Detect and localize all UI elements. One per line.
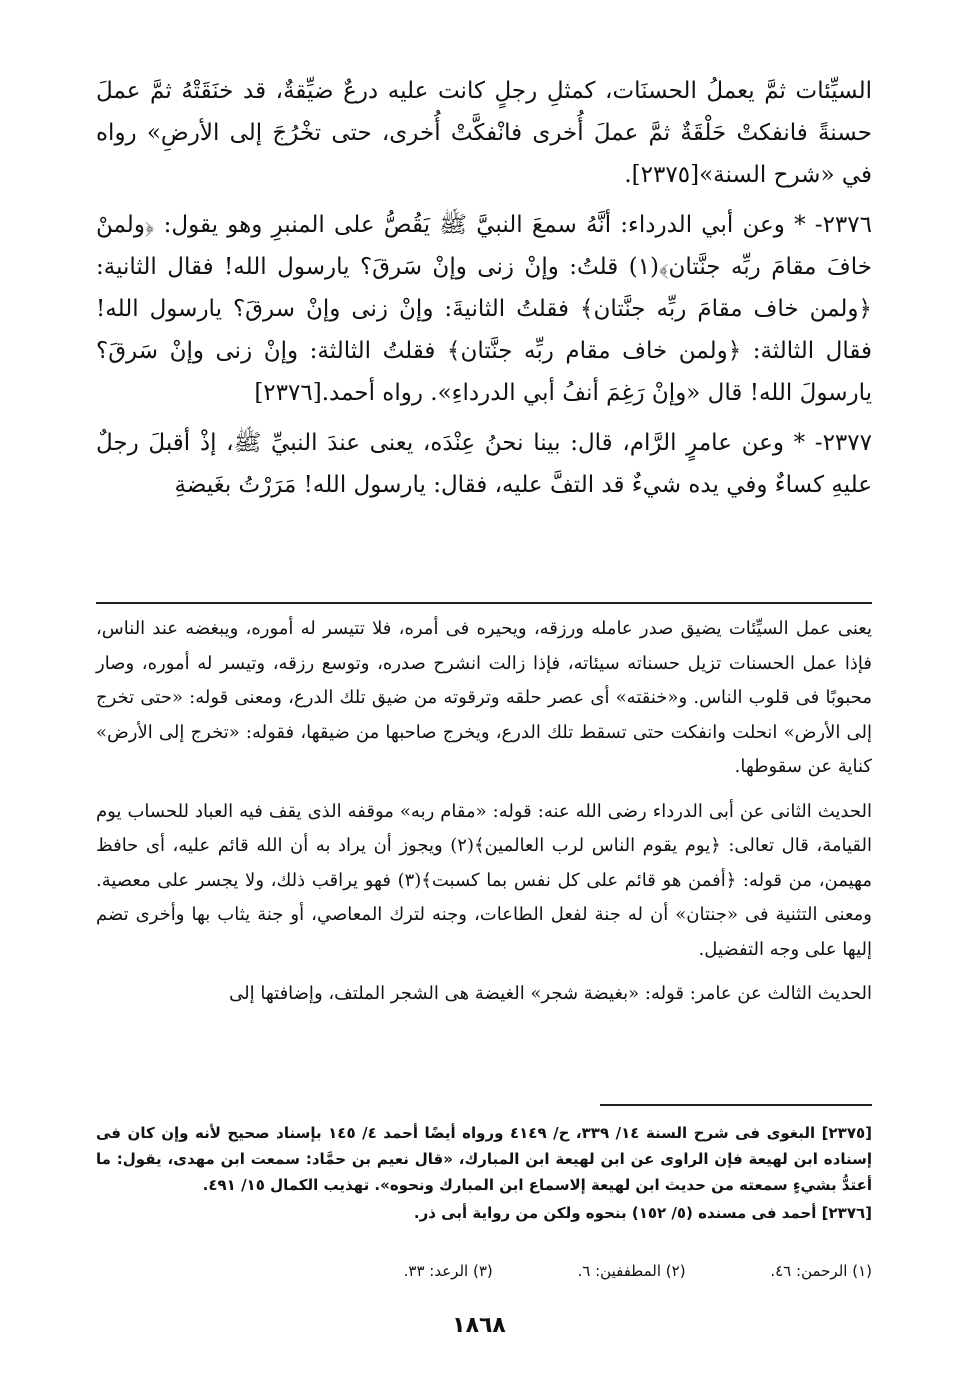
footnote-2376: [٢٣٧٦] أحمد فى مسنده (٥/ ١٥٢) بنحوه ولكن من رواية أبى ذر.	[413, 1204, 872, 1222]
footnote-divider	[600, 1104, 872, 1106]
hadith-2376: ٢٣٧٦- * وعن أبي الدرداء: أنَّهُ سمعَ النبيَّ ﷺ يَقُصُّ على المنبرِ وهو يقول: ﴿ولمنْ خافَ مقامَ ربِّه جنَّتان﴾(١) قلتُ: وإنْ زنى وإنْ سَرقَ؟ يارسول الله! فقال الثانية: ﴿ولمن خاف مقامَ ربِّه جنَّتان﴾ فقلتُ الثانيةَ: وإنْ زنى وإنْ سرقَ؟ يارسول الله! فقال الثالثة: ﴿ولمن خاف مقام ربِّه جنَّتان﴾ فقلتُ الثالثة: وإنْ زنى وإنْ سَرقَ؟ يارسولَ الله! قال «وإنْ رَغِمَ أنفُ أبي الدرداءِ». رواه أحمد.[٢٣٧٦]	[96, 212, 872, 406]
commentary-divider	[96, 602, 872, 604]
commentary	[96, 612, 872, 1022]
commentary-paragraph: يعنى عمل السيِّئات يضيق صدر عامله ورزقه، ويحيره فى أمره، فلا تتيسر له أموره، ويبغضه عند الناس، فإذا عمل الحسنات تزيل حسناته سيئاته، فإذا زالت انشرح صدره، وتوسع رزقه، وتيسر له أموره، وصار محبوبًا فى قلوب الناس. و«خنقته» أى عصر حلقه وترقوته من ضيق تلك الدرع، ومعنى قوله: «حتى تخرج إلى الأرض» انحلت وانفكت حتى تسقط تلك الدرع، ويخرج صاحبها من ضيقها، فقوله: «تخرج إلى الأرض» كناية عن سقوطها.	[96, 618, 872, 777]
hadith-2375-tail: السيِّئات ثمَّ يعملُ الحسنَات، كمثلِ رجلٍ كانت عليه درعٌ ضيِّقةٌ، قد خنَقَتْهُ ثمَّ عملَ حسنةً فانفكتْ حَلْقَةٌ ثمَّ عملَ أُخرى فانْفكَّتْ أُخرى، حتى تخْرُجَ إلى الأرضِ» رواه في «شرح السنة»[٢٣٧٥].	[96, 78, 872, 188]
main-text	[96, 70, 872, 514]
hadith-2377: ٢٣٧٧- * وعن عامرٍ الرَّام، قال: بينا نحنُ عِنْدَه، يعنى عندَ النبيِّ ﷺ، إذْ أقبلَ رجلٌ عليهِ كساءٌ وفي يده شيءٌ قد التفَّ عليه، فقال: يارسول الله! مَرَرْتُ بغَيضةِ	[96, 430, 872, 498]
quran-ref: (٣) الرعد: ٣٣.	[403, 1262, 493, 1280]
quran-ref: (٢) المطففين: ٦.	[577, 1262, 686, 1280]
commentary-paragraph: الحديث الثانى عن أبى الدرداء رضى الله عنه: قوله: «مقام ربه» موقفه الذى يقف فيه العباد للحساب يوم القيامة، قال تعالى: ﴿يوم يقوم الناس لرب العالمين﴾(٢) ويجوز أن يراد به أن الله قائم عليه، أى حافظ مهيمن، من قوله: ﴿أفمن هو قائم على كل نفس بما كسبت﴾(٣) فهو يراقب ذلك، ولا يجسر على معصية. ومعنى التثنية فى «جنتان» أن له جنة لفعل الطاعات، وجنه لترك المعاصي، أو جنة يثاب بها وأخرى تضم إليها على وجه التفضيل.	[96, 800, 873, 960]
commentary-paragraph: الحديث الثالث عن عامر: قوله: «بغيضة شجر» الغيضة هى الشجر الملتف، وإضافتها إلى	[229, 983, 872, 1004]
quran-references	[96, 1262, 872, 1280]
footnotes	[96, 1120, 872, 1228]
footnote-2375: [٢٣٧٥] البغوى فى شرح السنة ١٤/ ٣٣٩، ح/ ٤١٤٩ ورواه أيضًا أحمد ٤/ ١٤٥ بإسناد صحيح لأنه وإن كان فى إسناده ابن لهيعة فإن الراوى عن ابن لهيعة ابن المبارك، «قال نعيم بن حمَّاد: سمعت ابن مهدى، يقول: ما أعتدُّ بشيءٍ سمعته من حديث ابن لهيعة إلاسماع ابن المبارك ونحوه». تهذيب الكمال ١٥/ ٤٩١.	[96, 1124, 873, 1194]
quran-ref: (١) الرحمن: ٤٦.	[770, 1262, 872, 1280]
page-number: ١٨٦٨	[452, 1313, 506, 1338]
